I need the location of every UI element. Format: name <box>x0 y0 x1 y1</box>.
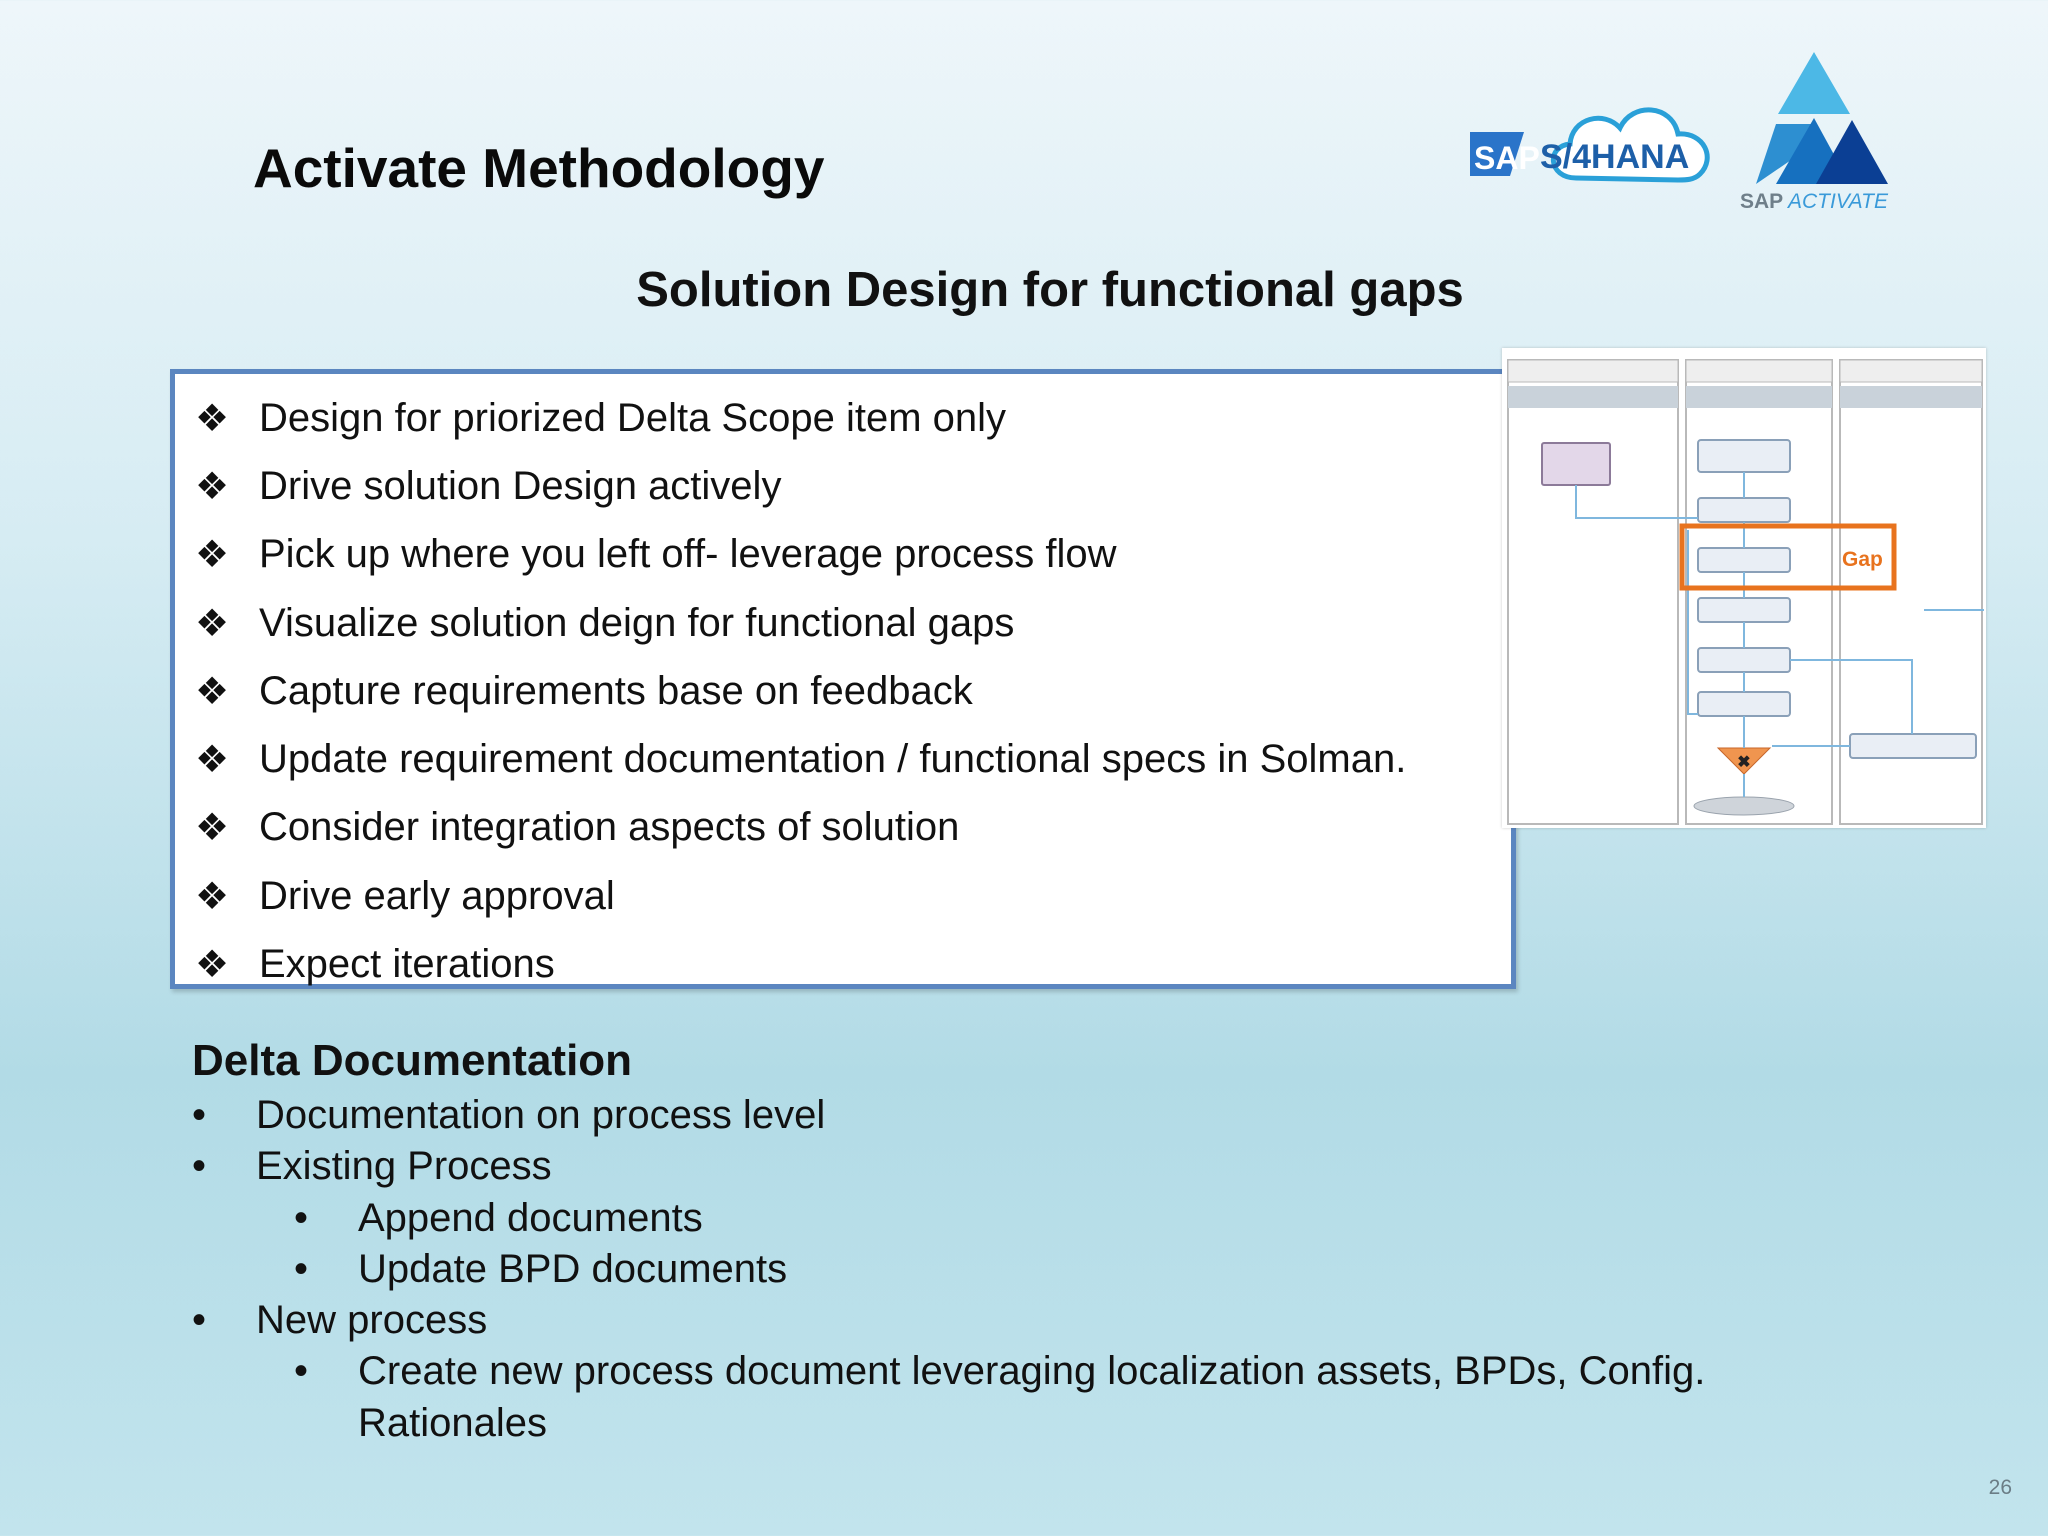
list-item-text: Capture requirements base on feedback <box>259 668 973 713</box>
list-item <box>195 589 1406 657</box>
list-item-text: Drive early approval <box>259 873 615 918</box>
list-item <box>195 725 1406 793</box>
slide-subtitle: Solution Design for functional gaps <box>636 263 1464 317</box>
delta-documentation-list <box>192 1090 1705 1449</box>
sap-s4hana-logo <box>1470 110 1707 180</box>
list-item-text: Rationales <box>358 1400 548 1445</box>
list-item-text: Update requirement documentation / functional specs in Solman. <box>259 737 1407 782</box>
sap-s4hana-product-text: S/4HANA <box>1540 138 1690 176</box>
diamond-bullet-icon: ❖ <box>195 397 230 440</box>
list-item <box>195 521 1406 589</box>
svg-text:✖: ✖ <box>1737 754 1751 771</box>
bullet-dot-icon: • <box>294 1246 309 1291</box>
list-item <box>195 862 1406 930</box>
sap-logos <box>1464 48 1894 220</box>
bullet-dot-icon: • <box>192 1298 207 1343</box>
list-item <box>192 1346 1705 1397</box>
list-item-text: New process <box>256 1298 488 1343</box>
sap-activate-logo <box>1740 52 1889 213</box>
list-item-text: Update BPD documents <box>358 1246 788 1291</box>
diamond-bullet-icon: ❖ <box>195 602 230 645</box>
page-number: 26 <box>1988 1476 2012 1499</box>
bullet-dot-icon: • <box>294 1349 309 1394</box>
diamond-bullet-icon: ❖ <box>195 944 230 987</box>
delta-documentation-heading: Delta Documentation <box>192 1036 633 1085</box>
list-item-text: Visualize solution deign for functional gaps <box>259 600 1015 645</box>
bullet-dot-icon: • <box>192 1144 207 1189</box>
list-item <box>195 384 1406 452</box>
diamond-bullet-icon: ❖ <box>195 807 230 850</box>
solution-design-list <box>195 384 1406 999</box>
list-item-text: Documentation on process level <box>256 1093 826 1137</box>
list-item-text: Pick up where you left off- leverage process flow <box>259 532 1117 577</box>
sap-s4hana-sap-text: SAP <box>1474 140 1540 176</box>
list-item-text: Existing Process <box>256 1144 552 1189</box>
diamond-bullet-icon: ❖ <box>195 465 230 508</box>
list-item-text: Append documents <box>358 1195 703 1240</box>
gap-label: Gap <box>1842 548 1883 571</box>
list-item-text: Drive solution Design actively <box>259 463 782 508</box>
solution-design-box <box>170 369 1516 989</box>
list-item-text: Create new process document leveraging localization assets, BPDs, Config. <box>358 1349 1706 1394</box>
list-item <box>192 1090 1705 1141</box>
list-item <box>195 657 1406 725</box>
list-item-text: Design for priorized Delta Scope item only <box>259 395 1007 440</box>
bullet-dot-icon: • <box>294 1195 309 1240</box>
list-item <box>195 794 1406 862</box>
list-item-text: Consider integration aspects of solution <box>259 805 960 850</box>
bullet-spacer <box>294 1398 358 1449</box>
process-flow-diagram <box>1502 348 1986 828</box>
bullet-dot-icon: • <box>192 1093 207 1137</box>
diamond-bullet-icon: ❖ <box>195 534 230 577</box>
diamond-bullet-icon: ❖ <box>195 670 230 713</box>
slide-title: Activate Methodology <box>253 137 825 199</box>
list-item <box>195 930 1406 998</box>
list-item-text: Expect iterations <box>259 942 555 987</box>
diamond-bullet-icon: ❖ <box>195 739 230 782</box>
sap-activate-activate-text: ACTIVATE <box>1788 190 1888 213</box>
list-item <box>195 452 1406 520</box>
list-item <box>192 1141 1705 1192</box>
sap-activate-sap-text: SAP <box>1740 190 1784 213</box>
list-item <box>192 1398 1705 1449</box>
list-item <box>192 1295 1705 1346</box>
list-item <box>192 1244 1705 1295</box>
list-item <box>192 1193 1705 1244</box>
diamond-bullet-icon: ❖ <box>195 875 230 918</box>
